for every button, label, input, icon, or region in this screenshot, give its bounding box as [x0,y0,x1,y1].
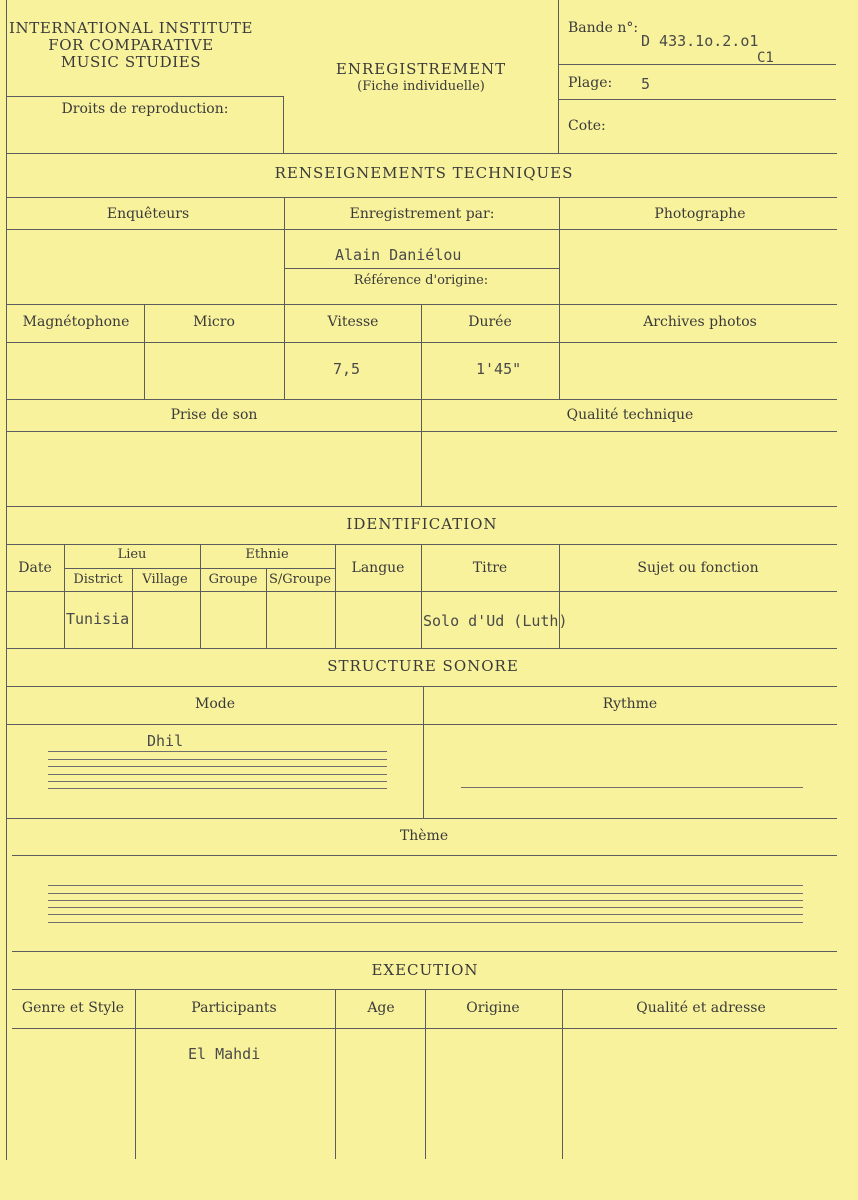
vitesse-label: Vitesse [327,314,379,330]
institute-line-2: FOR COMPARATIVE [48,36,214,54]
theme-rule-2 [48,893,803,894]
mode-label: Mode [194,696,236,712]
theme-rule-1 [48,885,803,886]
duree-divider [559,304,560,399]
theme-label: Thème [399,828,449,844]
plage-bottom-line [559,99,836,100]
enregistrement-value: Alain Daniélou [335,246,462,264]
sujet-label: Sujet ou fonction [637,560,759,576]
left-border [6,0,7,1160]
mode-rule-1 [48,751,387,752]
lieu-label: Lieu [117,547,147,562]
ident-section-title: IDENTIFICATION [346,515,498,533]
titre-value: Solo d'Ud (Luth) [423,612,568,630]
participants-divider [335,989,336,1159]
magneto-divider [144,304,145,399]
theme-rule-6 [48,922,803,923]
institute-line-3: MUSIC STUDIES [60,53,202,71]
qualite-technique-label: Qualité technique [566,407,694,423]
photographe-label: Photographe [654,206,746,222]
langue-divider [421,544,422,648]
theme-rule-3 [48,900,803,901]
mode-divider [423,686,424,818]
structure-bottom-line [12,951,837,952]
lieu-sub-line [64,568,335,569]
droits-top-line [6,96,283,97]
duree-label: Durée [468,314,512,330]
prise-header-line [6,431,837,432]
village-label: Village [142,572,188,587]
theme-rule-4 [48,907,803,908]
bande-value: D 433.1o.2.o1 [641,32,759,50]
micro-divider [284,304,285,399]
mode-rule-5 [48,781,387,782]
participants-value: El Mahdi [188,1045,261,1063]
ident-header-line [6,591,837,592]
tech-section-title: RENSEIGNEMENTS TECHNIQUES [274,164,574,182]
header-right-divider [558,0,559,153]
bande-label: Bande n°: [568,20,639,36]
mode-header-line [6,724,837,725]
groupe-label: Groupe [208,572,258,587]
genre-label: Genre et Style [21,1000,125,1016]
origine-divider [562,989,563,1159]
mode-rule-3 [48,766,387,767]
tech-title-bottom-line [6,197,837,198]
prise-divider [421,399,422,506]
exec-header-line [12,1028,837,1029]
prise-label: Prise de son [170,407,258,423]
district-divider [132,568,133,648]
micro-label: Micro [193,314,235,330]
mode-rule-2 [48,759,387,760]
ethnie-divider [335,544,336,648]
langue-label: Langue [351,560,405,576]
magnetophone-label: Magnétophone [22,314,130,330]
ethnie-label: Ethnie [245,547,289,562]
enqueteurs-divider [284,197,285,304]
theme-rule-5 [48,914,803,915]
bande-bottom-line [559,64,836,65]
structure-section-title: STRUCTURE SONORE [327,657,519,675]
structure-row-bottom-line [6,818,837,819]
vitesse-value: 7,5 [333,360,361,378]
sgroupe-label: S/Groupe [268,572,332,587]
tech-row2-header-line [6,342,837,343]
ident-bottom-line [6,648,837,649]
droits-right-divider [283,96,284,153]
archives-label: Archives photos [643,314,757,330]
duree-value: 1'45" [476,360,522,378]
exec-section-title: EXECUTION [371,961,479,979]
bande-sub-value: C1 [757,50,774,66]
institute-line-1: INTERNATIONAL INSTITUTE [8,19,253,37]
rythme-label: Rythme [602,696,658,712]
photographe-divider [559,197,560,304]
vitesse-divider [421,304,422,399]
reference-line [284,268,559,269]
age-divider [425,989,426,1159]
plage-value: 5 [641,75,651,93]
titre-label: Titre [472,560,508,576]
date-divider [64,544,65,648]
header-bottom-line [6,153,837,154]
tech-header-line [6,229,837,230]
droits-label: Droits de reproduction: [61,101,229,117]
lieu-divider [200,544,201,648]
district-value: Tunisia [66,610,130,628]
form-title: ENREGISTREMENT [335,60,507,78]
mode-rule-4 [48,774,387,775]
cote-label: Cote: [568,118,606,134]
theme-header-line [12,855,837,856]
titre-divider [559,544,560,648]
date-label: Date [18,560,52,576]
groupe-divider [266,568,267,648]
mode-value: Dhil [147,732,184,750]
enqueteurs-label: Enquêteurs [106,206,190,222]
age-label: Age [367,1000,395,1016]
enregistrement-label: Enregistrement par: [349,206,495,222]
institute-name [6,20,256,71]
form-subtitle: (Fiche individuelle) [357,79,485,94]
tech-bottom-line [6,506,837,507]
plage-label: Plage: [568,75,613,91]
district-label: District [73,572,123,587]
participants-label: Participants [191,1000,277,1016]
rythme-rule [461,787,803,788]
mode-rule-6 [48,788,387,789]
genre-divider [135,989,136,1159]
origine-label: Origine [466,1000,520,1016]
qualite-adresse-label: Qualité et adresse [636,1000,766,1016]
structure-title-bottom-line [6,686,837,687]
reference-label: Référence d'origine: [353,273,489,288]
